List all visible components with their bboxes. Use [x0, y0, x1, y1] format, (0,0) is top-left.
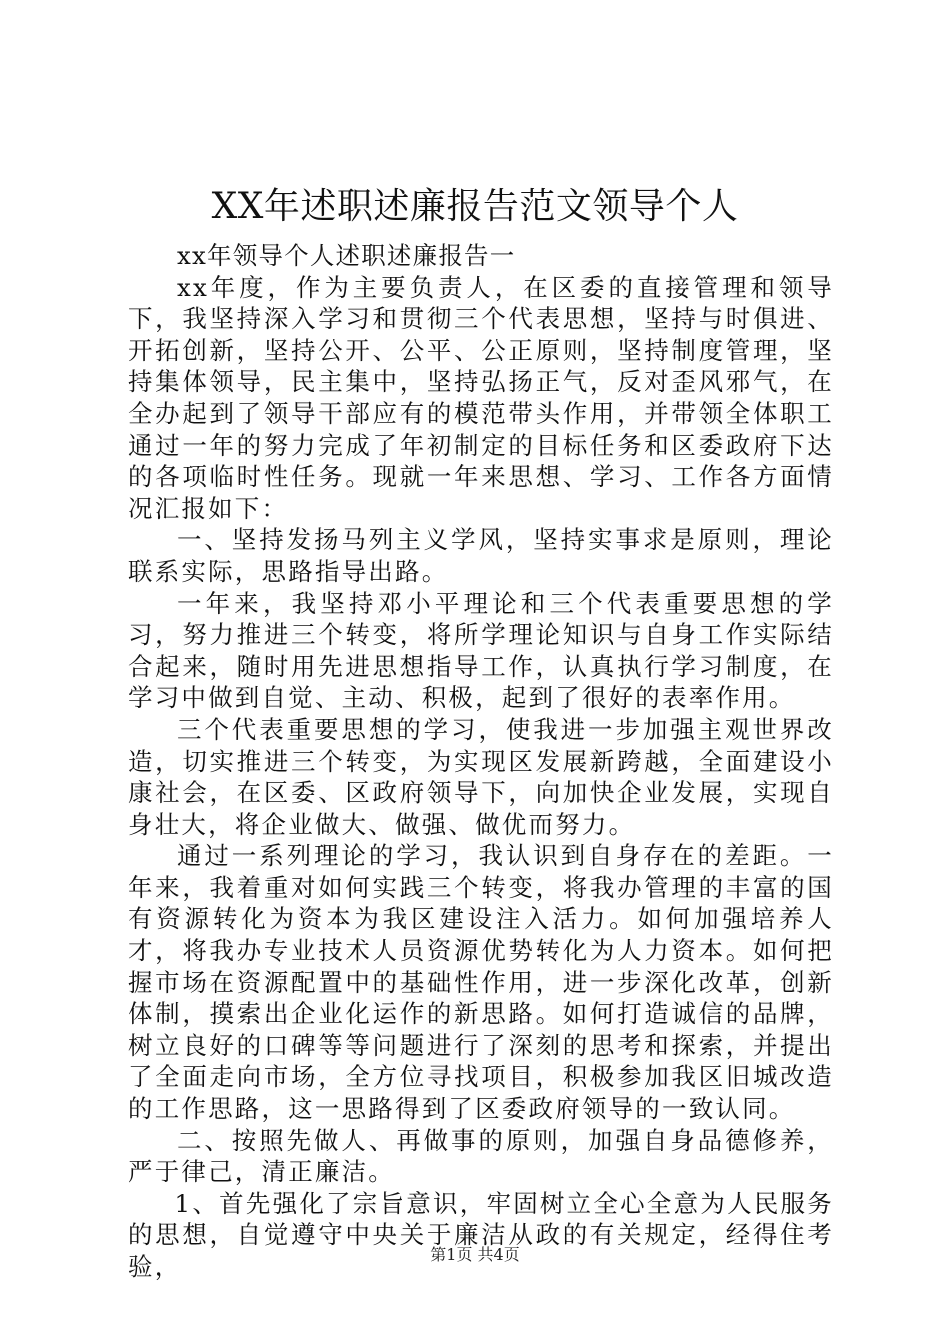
section-heading: 二、按照先做人、再做事的原则，加强自身品德修养，严于律己，清正廉洁。: [128, 1125, 834, 1187]
page-number-footer: 第1页 共4页: [430, 1245, 520, 1264]
numbered-item: 1、首先强化了宗旨意识，牢固树立全心全意为人民服务的思想，自觉遵守中央关于廉洁从政的有关规定，经得住考验，: [128, 1188, 834, 1281]
report-subheading: xx年领导个人述职述廉报告一: [177, 241, 516, 270]
document-title: XX年述职述廉报告范文领导个人: [211, 186, 739, 227]
section-heading: 一、坚持发扬马列主义学风，坚持实事求是原则，理论联系实际，思路指导出路。: [128, 525, 834, 586]
body-paragraph: 一年来，我坚持邓小平理论和三个代表重要思想的学习，努力推进三个转变，将所学理论知识与自身工作实际结合起来，随时用先进思想指导工作，认真执行学习制度，在学习中做到自觉、主动、积极，起到了很好的表率作用。: [128, 588, 834, 713]
body-paragraph: 通过一系列理论的学习，我认识到自身存在的差距。一年来，我着重对如何实践三个转变，将我办管理的丰富的国有资源转化为资本为我区建设注入活力。如何加强培养人才，将我办专业技术人员资源优势转化为人力资本。如何把握市场在资源配置中的基础性作用，进一步深化改革，创新体制，摸索出企业化运作的新思路。如何打造诚信的品牌，树立良好的口碑等等问题进行了深刻的思考和探索，并提出了全面走向市场，全方位寻找项目，积极参加我区旧城改造的工作思路，这一思路得到了区委政府领导的一致认同。: [128, 841, 834, 1124]
body-paragraph: 三个代表重要思想的学习，使我进一步加强主观世界改造，切实推进三个转变，为实现区发展新跨越，全面建设小康社会，在区委、区政府领导下，向加快企业发展，实现自身壮大，将企业做大、做强、做优而努力。: [128, 714, 834, 839]
body-paragraph: xx年度，作为主要负责人，在区委的直接管理和领导下，我坚持深入学习和贯彻三个代表思想，坚持与时俱进、开拓创新，坚持公开、公平、公正原则，坚持制度管理，坚持集体领导，民主集中，坚持弘扬正气，反对歪风邪气，在全办起到了领导干部应有的模范带头作用，并带领全体职工通过一年的努力完成了年初制定的目标任务和区委政府下达的各项临时性任务。现就一年来思想、学习、工作各方面情况汇报如下：: [128, 272, 834, 523]
document-body: [128, 240, 834, 1283]
